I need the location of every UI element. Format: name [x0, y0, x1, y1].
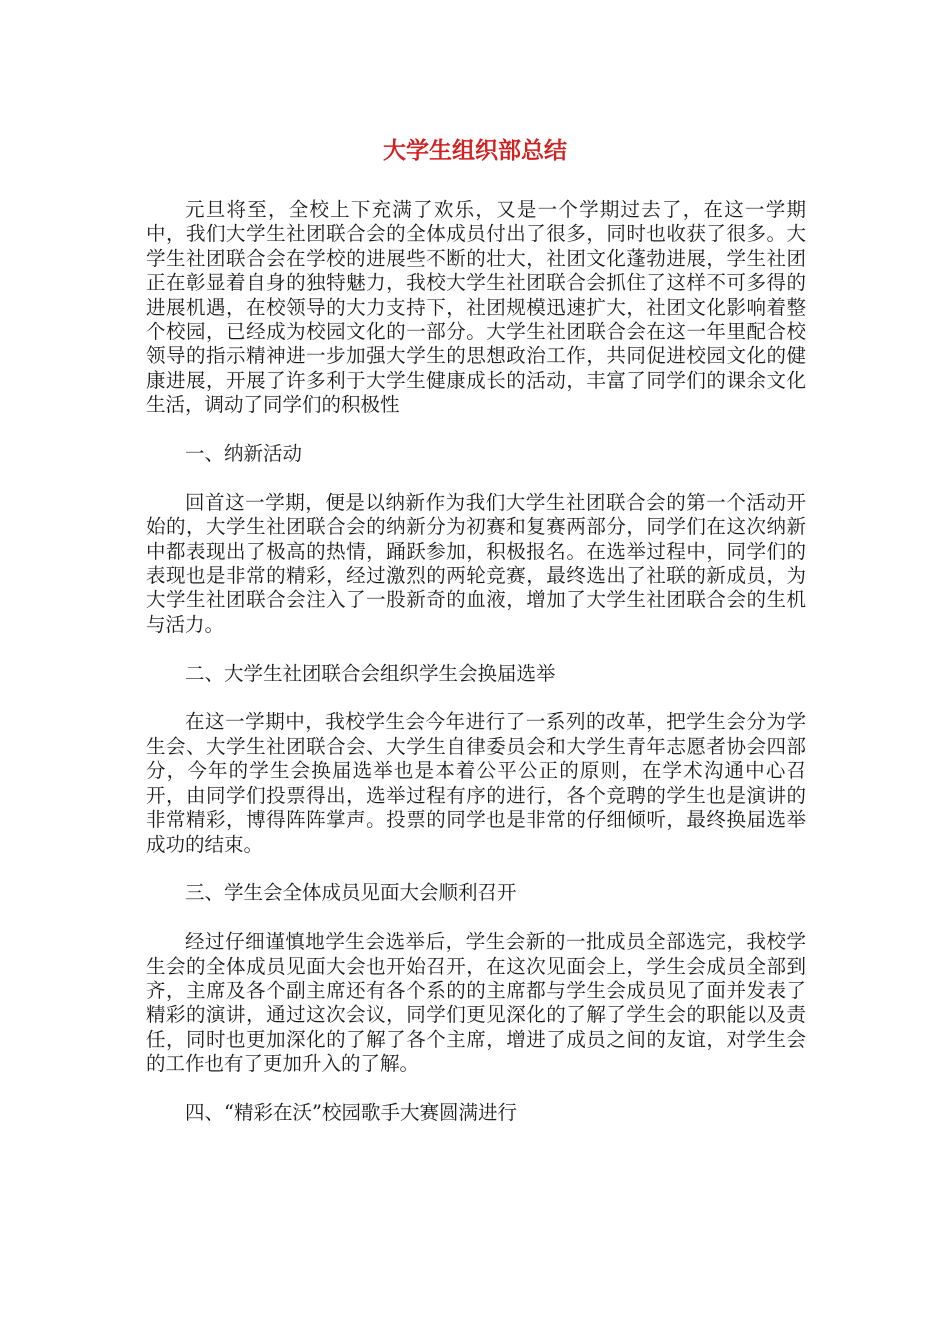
paragraph-election: 在这一学期中，我校学生会今年进行了一系列的改革，把学生会分为学生会、大学生社团联合会、大学生自律委员会和大学生青年志愿者协会四部分，今年的学生会换届选举也是本着公平公正的原则，在学术沟通中心召开，由同学们投票得出，选举过程有序的进行，各个竞聘的学生也是演讲的非常精彩，博得阵阵掌声。投票的同学也是非常的仔细倾听，最终换届选举成功的结束。 [146, 710, 806, 856]
paragraph-recruitment: 回首这一学期，便是以纳新作为我们大学生社团联合会的第一个活动开始的，大学生社团联合会的纳新分为初赛和复赛两部分，同学们在这次纳新中都表现出了极高的热情，踊跃参加，积极报名。在选举过程中，同学们的表现也是非常的精彩，经过激烈的两轮竞赛，最终选出了社联的新成员，为大学生社团联合会注入了一股新奇的血液，增加了大学生社团联合会的生机与活力。 [146, 490, 806, 636]
section-heading-3: 三、学生会全体成员见面大会顺利召开 [185, 881, 517, 905]
section-heading-4: 四、“精彩在沃”校园歌手大赛圆满进行 [185, 1100, 517, 1124]
section-heading-2: 二、大学生社团联合会组织学生会换届选举 [185, 661, 556, 685]
paragraph-meeting: 经过仔细谨慎地学生会选举后，学生会新的一批成员全部选完，我校学生会的全体成员见面大会也开始召开，在这次见面会上，学生会成员全部到齐，主席及各个副主席还有各个系的的主席都与学生会成员见了面并发表了精彩的演讲，通过这次会议，同学们更见深化的了解了学生会的职能以及责任，同时也更加深化的了解了各个主席，增进了成员之间的友谊，对学生会的工作也有了更加升入的了解。 [146, 930, 806, 1076]
document-body [146, 198, 806, 1150]
section-heading-1: 一、纳新活动 [185, 442, 303, 466]
paragraph-intro: 元旦将至，全校上下充满了欢乐，又是一个学期过去了，在这一学期中，我们大学生社团联合会的全体成员付出了很多，同时也收获了很多。大学生社团联合会在学校的进展些不断的壮大，社团文化蓬勃进展，学生社团正在彰显着自身的独特魅力，我校大学生社团联合会抓住了这样不可多得的进展机遇，在校领导的大力支持下，社团规模迅速扩大，社团文化影响着整个校园，已经成为校园文化的一部分。大学生社团联合会在这一年里配合校领导的指示精神进一步加强大学生的思想政治工作，共同促进校园文化的健康进展，开展了许多利于大学生健康成长的活动，丰富了同学们的课余文化生活，调动了同学们的积极性 [146, 198, 806, 417]
document-title: 大学生组织部总结 [383, 138, 567, 164]
